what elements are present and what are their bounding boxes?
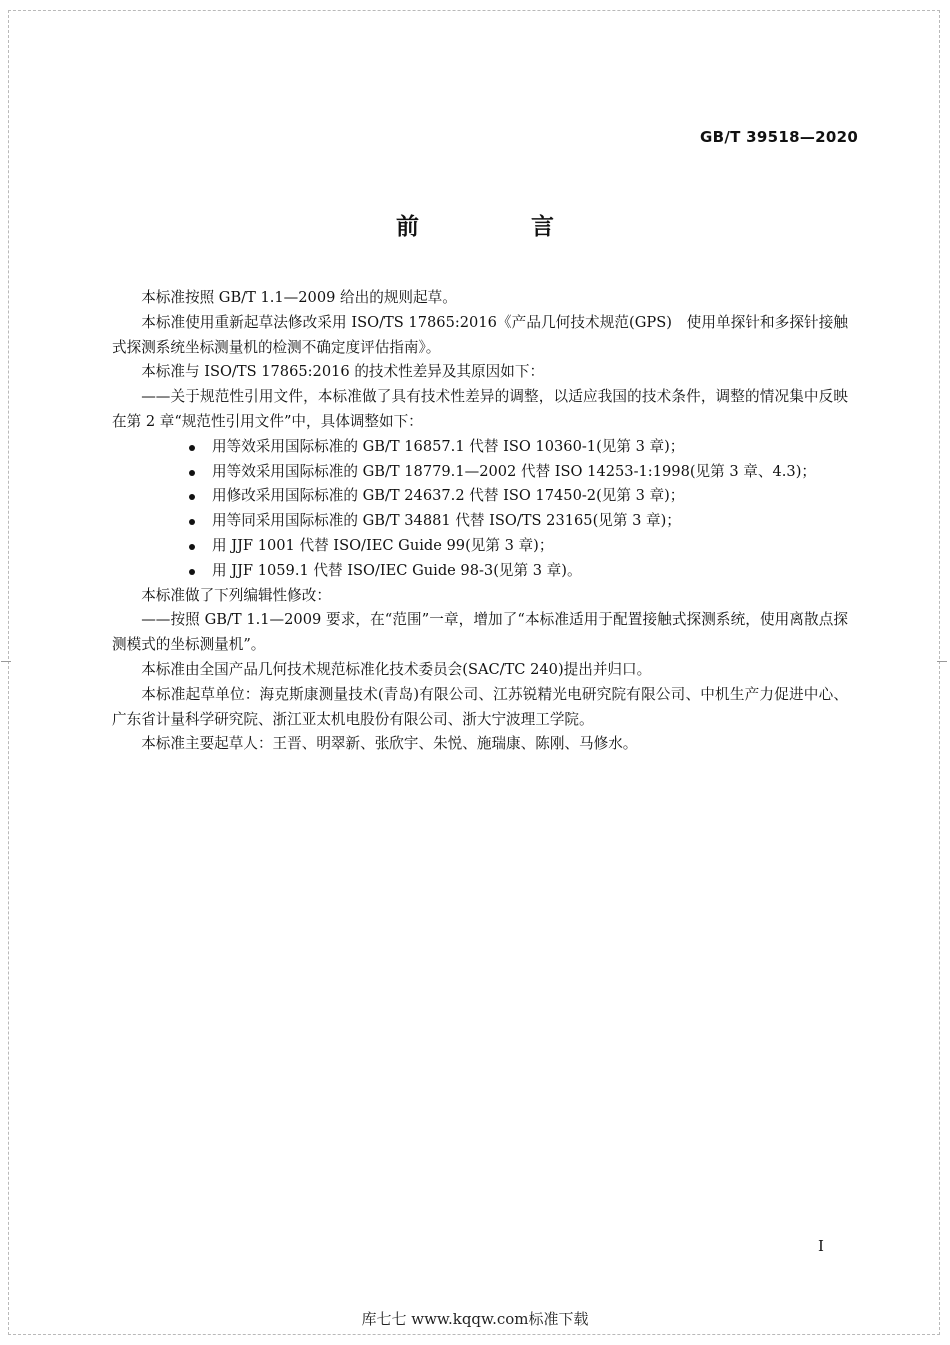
bullet-item xyxy=(112,534,848,559)
document-body xyxy=(112,286,848,757)
paragraph: 本标准由全国产品几何技术规范标准化技术委员会(SAC/TC 240)提出并归口。 xyxy=(141,660,652,678)
paragraph: 本标准使用重新起草法修改采用 ISO/TS 17865:2016《产品几何技术规范(GPS) 使用单探针和多探针接触式探测系统坐标测量机的检测不确定度评估指南》。 xyxy=(112,313,848,356)
bullet-icon xyxy=(189,569,195,575)
bullet-item xyxy=(112,435,848,460)
paragraph: 本标准起草单位：海克斯康测量技术(青岛)有限公司、江苏锐精光电研究院有限公司、中机生产力促进中心、广东省计量科学研究院、浙江亚太机电股份有限公司、浙大宁波理工学院。 xyxy=(112,685,848,728)
crop-mark xyxy=(937,661,947,662)
bullet-text: 用等效采用国际标准的 GB/T 18779.1—2002 代替 ISO 14253-1:1998(见第 3 章、4.3)； xyxy=(212,462,816,480)
dash-item: ——按照 GB/T 1.1—2009 要求，在“范围”一章，增加了“本标准适用于配置接触式探测系统，使用离散点探测模式的坐标测量机”。 xyxy=(112,611,848,654)
footer-watermark-link[interactable]: 库七七 www.kqqw.com标准下载 xyxy=(361,1310,589,1328)
paragraph: 本标准与 ISO/TS 17865:2016 的技术性差异及其原因如下： xyxy=(141,363,545,381)
bullet-item xyxy=(112,509,848,534)
bullet-text: 用等同采用国际标准的 GB/T 34881 代替 ISO/TS 23165(见第 3 章)； xyxy=(212,512,681,530)
paragraph: 本标准主要起草人：王晋、明翠新、张欣宇、朱悦、施瑞康、陈刚、马修水。 xyxy=(141,735,638,753)
standard-code: GB/T 39518—2020 xyxy=(700,128,859,146)
bullet-icon xyxy=(189,544,195,550)
paragraph: 本标准做了下列编辑性修改： xyxy=(141,586,331,604)
bullet-icon xyxy=(189,494,195,500)
bullet-icon xyxy=(189,519,195,525)
bullet-icon xyxy=(189,470,195,476)
dash-item: ——关于规范性引用文件，本标准做了具有技术性差异的调整，以适应我国的技术条件，调整的情况集中反映在第 2 章“规范性引用文件”中，具体调整如下： xyxy=(112,388,848,430)
bullet-item xyxy=(112,460,848,485)
bullet-item xyxy=(112,484,848,509)
page-title: 前 言 xyxy=(395,214,606,240)
bullet-text: 用等效采用国际标准的 GB/T 16857.1 代替 ISO 10360-1(见第 3 章)； xyxy=(212,437,685,455)
page-number: I xyxy=(818,1237,824,1255)
paragraph: 本标准按照 GB/T 1.1—2009 给出的规则起草。 xyxy=(141,289,457,306)
bullet-text: 用 JJF 1059.1 代替 ISO/IEC Guide 98-3(见第 3 章)。 xyxy=(212,561,582,579)
bullet-text: 用 JJF 1001 代替 ISO/IEC Guide 99(见第 3 章)； xyxy=(212,536,554,554)
bullet-item xyxy=(112,559,848,584)
bullet-icon xyxy=(189,445,195,451)
crop-mark xyxy=(1,661,11,662)
bullet-text: 用修改采用国际标准的 GB/T 24637.2 代替 ISO 17450-2(见第 3 章)； xyxy=(212,487,685,505)
